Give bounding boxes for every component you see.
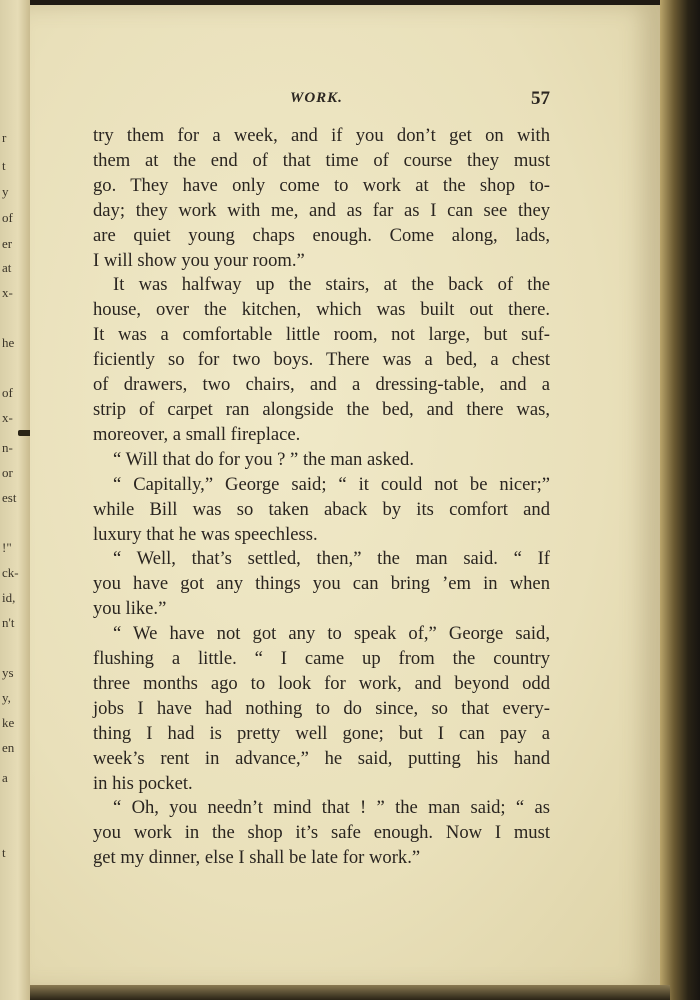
facing-page-fragment: x-: [2, 285, 13, 300]
facing-page-fragment: est: [2, 490, 17, 505]
text-line: strip of carpet ran alongside the bed, and there was,: [93, 398, 550, 420]
text-line: jobs I have had nothing to do since, so that every-: [93, 697, 550, 719]
facing-page-fragment: ys: [2, 665, 14, 680]
facing-page-fragment: of: [2, 210, 13, 225]
paragraph: [93, 473, 550, 548]
facing-page-fragment: id,: [2, 590, 16, 605]
text-line: thing I had is pretty well gone; but I can pay a: [93, 722, 550, 744]
facing-page-fragment: en: [2, 740, 15, 755]
facing-page-fragment: y: [2, 184, 9, 199]
book-spine: [660, 0, 700, 1000]
paragraph: [93, 448, 550, 473]
facing-page-fragment: x-: [2, 410, 13, 425]
text-line: “ Capitally,” George said; “ it could not be nicer;”: [113, 473, 550, 495]
facing-page-fragment: he: [2, 335, 15, 350]
facing-page-fragment: y,: [2, 690, 11, 705]
facing-page-fragment: or: [2, 465, 13, 480]
text-line: you like.”: [93, 598, 167, 620]
facing-page-edge: [0, 0, 30, 1000]
facing-page-fragment: !": [2, 540, 12, 555]
facing-page-fragment: ke: [2, 715, 15, 730]
facing-page-fragment: t: [2, 845, 6, 860]
text-line: are quiet young chaps enough. Come along, lads,: [93, 224, 550, 246]
text-line: you work in the shop it’s safe enough. Now I must: [93, 822, 550, 844]
text-line: them at the end of that time of course they must: [93, 149, 550, 171]
facing-page-fragment: n-: [2, 440, 13, 455]
text-line: get my dinner, else I shall be late for work.”: [93, 847, 421, 869]
facing-page-fragment: of: [2, 385, 13, 400]
text-line: “ Well, that’s settled, then,” the man said. “ If: [113, 548, 550, 570]
text-line: “ We have not got any to speak of,” George said,: [113, 623, 550, 645]
paragraph: [93, 796, 550, 871]
text-line: you have got any things you can bring ’em in when: [93, 573, 550, 595]
paragraph: [93, 622, 550, 796]
text-line: It was halfway up the stairs, at the back of the: [113, 274, 550, 296]
text-line: ficiently so for two boys. There was a bed, a chest: [93, 349, 550, 371]
text-line: in his pocket.: [93, 772, 193, 794]
running-header: [60, 88, 550, 114]
page-bottom-edge: [30, 985, 670, 1000]
paragraph: [93, 124, 550, 273]
text-line: house, over the kitchen, which was built out there.: [93, 299, 550, 321]
text-line: try them for a week, and if you don’t get on with: [93, 125, 550, 146]
facing-page-fragment: n't: [2, 615, 15, 630]
text-line: day; they work with me, and as far as I can see they: [93, 199, 550, 221]
text-line: go. They have only come to work at the shop to-: [93, 174, 550, 196]
page-text: [93, 124, 550, 871]
page-number: 57: [531, 88, 550, 109]
facing-page-fragment: r: [2, 130, 7, 145]
text-line: three months ago to look for work, and beyond odd: [93, 672, 550, 694]
text-line: It was a comfortable little room, not large, but suf-: [93, 324, 550, 346]
text-line: of drawers, two chairs, and a dressing-table, and a: [93, 374, 550, 396]
text-line: “ Oh, you needn’t mind that ! ” the man said; “ as: [113, 797, 550, 819]
text-line: flushing a little. “ I came up from the country: [93, 648, 550, 670]
paragraph: [93, 273, 550, 447]
paragraph: [93, 547, 550, 622]
facing-page-fragment: a: [2, 770, 8, 785]
text-line: while Bill was so taken aback by its comfort and: [93, 498, 550, 520]
facing-page-fragment: at: [2, 260, 12, 275]
facing-page-fragment: t: [2, 158, 6, 173]
text-line: luxury that he was speechless.: [93, 523, 318, 545]
text-line: moreover, a small fireplace.: [93, 423, 301, 445]
text-line: week’s rent in advance,” he said, putting his hand: [93, 747, 550, 769]
text-line: I will show you your room.”: [93, 249, 305, 271]
text-line: “ Will that do for you ? ” the man asked.: [113, 448, 414, 470]
facing-page-fragment: er: [2, 236, 13, 251]
running-title: WORK.: [290, 90, 343, 106]
facing-page-fragment: ck-: [2, 565, 19, 580]
